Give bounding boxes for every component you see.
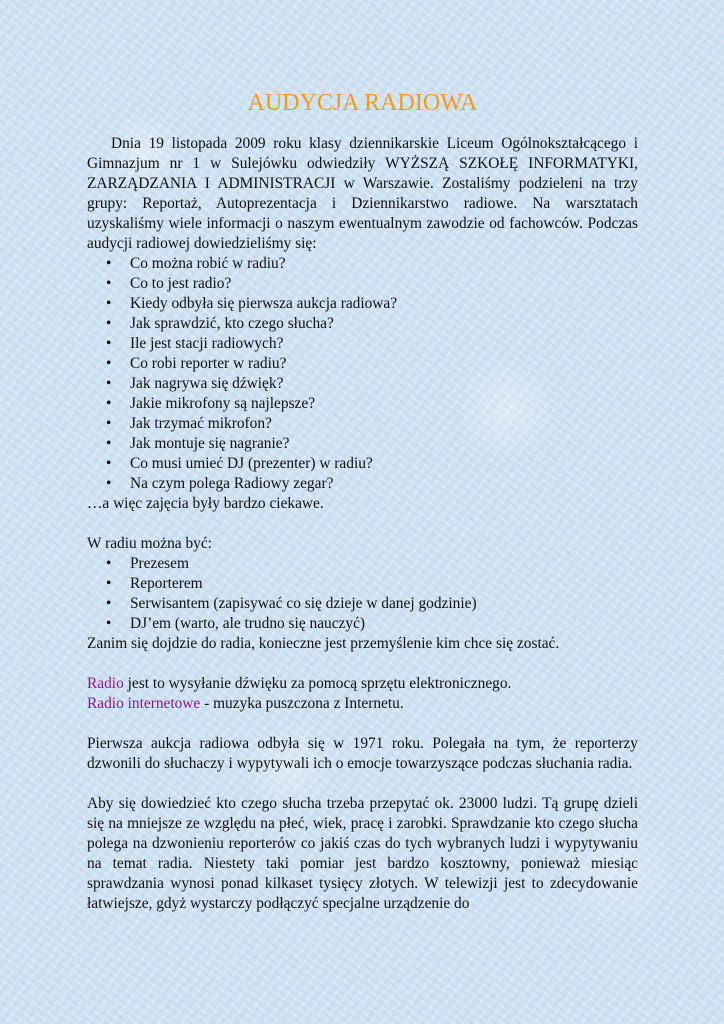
roles-outro: Zanim się dojdzie do radia, konieczne jest przemyślenie kim chce się zostać. [87,635,560,652]
spacer [87,654,638,674]
list-item: • Jak montuje się nagranie? [130,434,638,454]
list-item: • Reporterem [130,574,638,594]
list-item: • Co musi umieć DJ (prezenter) w radiu? [130,454,638,474]
intro-paragraph: Dnia 19 listopada 2009 roku klasy dziennikarskie Liceum Ogólnokształcącego i Gimnazjum nr 1 w Sulejówku odwiedziły WYŻSZĄ SZKOŁĘ INFORMATYKI, ZARZĄDZANIA I ADMINISTRACJI w Warszawie. Zostaliśmy podzieleni na trzy grupy: Reportaż, Autoprezentacja i Dziennikarstwo radiowe. Na warsztatach uzyskaliśmy wiele informacji o naszym ewentualnym zawodzie od fachowców. Podczas audycji radiowej dowiedzieliśmy się: [87,135,638,252]
spacer [87,774,638,794]
definition-radio [87,674,638,694]
list-item: • Co można robić w radiu? [130,254,638,274]
first-auction-paragraph: Pierwsza aukcja radiowa odbyła się w 1971 roku. Polegała na tym, że reporterzy dzwonili do słuchaczy i wypytywali ich o emocje towarzyszące podczas słuchania radia. [87,735,638,772]
spacer [87,714,638,734]
list-item: • Co to jest radio? [130,274,638,294]
survey-paragraph: Aby się dowiedzieć kto czego słucha trzeba przepytać ok. 23000 ludzi. Tą grupę dzieli się na mniejsze ze względu na płeć, wiek, pracę i zarobki. Sprawdzanie kto czego słucha polega na dzwonieniu reporterów co jakiś czas do tych wybranych ludzi i wypytywaniu na temat radia. Niestety taki pomiar jest bardzo kosztowny, ponieważ miesiąc sprawdzania wynosi ponad kilkaset tysięcy złotych. W telewizji jest to zdecydowanie łatwiejsze, gdyż wystarczy podłączyć specjalne urządzenie do [87,795,638,912]
document-title: AUDYCJA RADIOWA [247,90,478,116]
list-item: • Prezesem [130,554,638,574]
spacer [87,514,638,534]
list-item: • Jak trzymać mikrofon? [130,414,638,434]
list-item: • Jak nagrywa się dźwięk? [130,374,638,394]
list-item: • Na czym polega Radiowy zegar? [130,474,638,494]
roles-list [87,554,638,634]
term-radio: Radio [87,675,124,692]
document-page [87,88,638,914]
term-internet-radio: Radio internetowe [87,695,201,712]
list-item: • Serwisantem (zapisywać co się dzieje w danej godzinie) [130,594,638,614]
list-item: • Ile jest stacji radiowych? [130,334,638,354]
list-item: • Jak sprawdzić, kto czego słucha? [130,314,638,334]
list-item: • Co robi reporter w radiu? [130,354,638,374]
definition-internet-text: - muzyka puszczona z Internetu. [200,695,404,712]
list-item: • DJ’em (warto, ale trudno się nauczyć) [130,614,638,634]
questions-list [87,254,638,494]
list-item: • Jakie mikrofony są najlepsze? [130,394,638,414]
after-questions-line: …a więc zajęcia były bardzo ciekawe. [87,495,324,512]
definition-internet-radio [87,694,638,714]
roles-intro: W radiu można być: [87,535,212,552]
definition-radio-text: jest to wysyłanie dźwięku za pomocą sprzętu elektronicznego. [123,675,512,692]
list-item: • Kiedy odbyła się pierwsza aukcja radiowa? [130,294,638,314]
